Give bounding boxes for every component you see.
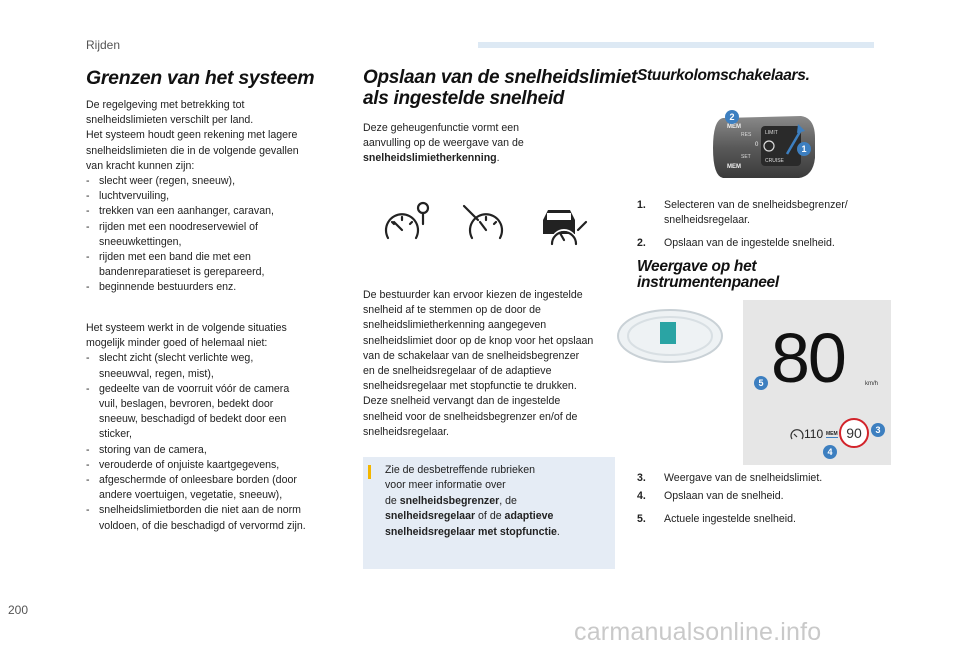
legend-item: 5. Actuele ingestelde snelheid. bbox=[637, 513, 796, 525]
text-line: aanvulling op de weergave van de bbox=[363, 137, 524, 150]
mem-label-bottom: MEM bbox=[727, 164, 741, 170]
col2-body bbox=[363, 288, 618, 440]
speed-limit-recognition-icon bbox=[790, 428, 804, 440]
text-line: Het systeem houdt geen rekening met lagere bbox=[86, 129, 298, 142]
badge-1: 1 bbox=[797, 142, 811, 156]
off-label: 0 bbox=[755, 142, 759, 148]
text-line: snelheid af te stemmen op de door de bbox=[363, 304, 541, 317]
legend-item: 3. Weergave van de snelheidslimiet. bbox=[637, 472, 823, 484]
text-line: van kracht kunnen zijn: bbox=[86, 159, 195, 172]
text-line: mogelijk minder goed of helemaal niet: bbox=[86, 337, 268, 350]
list-item: - gedeelte van de voorruit vóór de camera vuil, beslagen, bevroren, bedekt door sneeuw, beschadigd of bedekt door een sticker, bbox=[86, 382, 351, 443]
speed-limit-sign: 90 bbox=[839, 418, 869, 448]
lever-legend bbox=[637, 198, 887, 259]
limit-label: LIMIT bbox=[765, 130, 778, 136]
adaptive-cruise-control-icon bbox=[543, 210, 586, 244]
current-speed: 80 bbox=[771, 319, 845, 397]
col2-title-line: Opslaan van de snelheidslimiet bbox=[363, 67, 637, 88]
col2-intro bbox=[363, 121, 613, 167]
mem-label-top: MEM bbox=[727, 124, 741, 130]
text-line: van de schakelaar van de snelheidsbegrenzer bbox=[363, 349, 580, 362]
speed-gauge-graphic bbox=[615, 306, 725, 366]
instrument-panel-illustration bbox=[613, 300, 891, 465]
lever-illustration bbox=[705, 106, 831, 186]
speed-limiter-icon bbox=[464, 206, 502, 238]
text-line: De regelgeving met betrekking tot bbox=[86, 99, 245, 111]
badge-5: 5 bbox=[754, 376, 768, 390]
list-item: - slecht zicht (slecht verlichte weg, sneeuwval, regen, mist), bbox=[86, 351, 351, 381]
function-icons-row bbox=[380, 200, 610, 250]
note-text: Zie de desbetreffende rubrieken voor meer informatie over de snelheidsbegrenzer, de snelheidsregelaar of de adaptieve snelheidsregelaar met stopfunctie. bbox=[385, 464, 560, 538]
text-line: snelheidsregelaar. bbox=[363, 425, 449, 438]
res-label: RES bbox=[741, 132, 752, 138]
speed-limit-recognition-icon bbox=[386, 203, 428, 238]
badge-3: 3 bbox=[871, 423, 885, 437]
list-item: - luchtvervuiling, bbox=[86, 189, 351, 204]
list-item: - storing van de camera, bbox=[86, 443, 351, 458]
list-item: - snelheidslimietborden die niet aan de norm voldoen, of die beschadigd of vervormd zijn. bbox=[86, 503, 351, 533]
text-line: en de snelheidsregelaar of de adaptieve bbox=[363, 365, 552, 378]
text-line: Het systeem werkt in de volgende situaties bbox=[86, 322, 287, 334]
section-title: Rijden bbox=[86, 38, 121, 52]
note-marker bbox=[368, 465, 371, 479]
speed-unit: km/h bbox=[865, 381, 879, 387]
list-item: - afgeschermde of onleesbare borden (door andere voertuigen, vegetatie, sneeuw), bbox=[86, 473, 351, 503]
list-item: - beginnende bestuurders enz. bbox=[86, 280, 351, 295]
page-number: 200 bbox=[8, 603, 29, 617]
text-line: snelheidslimieten die in de volgende gevallen bbox=[86, 144, 299, 157]
list-item: - rijden met een band die met een bandenreparatieset is gerepareerd, bbox=[86, 250, 351, 280]
legend-item: 1. Selecteren van de snelheidsbegrenzer/ snelheidsregelaar. bbox=[637, 199, 848, 226]
text-line: Deze geheugenfunctie vormt een bbox=[363, 122, 520, 134]
col2-title-line: als ingestelde snelheid bbox=[363, 88, 565, 109]
panel-legend bbox=[637, 471, 887, 535]
legend-item: 4. Opslaan van de snelheid. bbox=[637, 490, 784, 502]
text-line: snelheidslimietherkenning aangegeven bbox=[363, 319, 547, 332]
col2-title bbox=[363, 67, 637, 109]
list-item: - verouderde of onjuiste kaartgegevens, bbox=[86, 458, 351, 473]
text-line: Deze snelheid vervangt dan de ingestelde bbox=[363, 395, 561, 408]
col3-subtitle bbox=[637, 259, 779, 291]
text-line: snelheidslimiet door op de knop voor het opslaan bbox=[363, 334, 594, 347]
mem-indicator: MEM bbox=[826, 431, 838, 437]
set-label: SET bbox=[741, 154, 751, 160]
text-line: snelheidslimietherkenning. bbox=[363, 152, 500, 165]
info-note bbox=[363, 457, 615, 569]
col3-subtitle-line: Weergave op het bbox=[637, 258, 757, 275]
legend-item: 2. Opslaan van de ingestelde snelheid. bbox=[637, 237, 835, 249]
badge-4: 4 bbox=[823, 445, 837, 459]
list-item: - trekken van een aanhanger, caravan, bbox=[86, 204, 351, 219]
list-item: - rijden met een noodreservewiel of sneeuwkettingen, bbox=[86, 220, 351, 250]
text-line: snelheidsregelaar met stopfunctie te drukken. bbox=[363, 380, 577, 393]
cruise-label: CRUISE bbox=[765, 158, 784, 164]
watermark: carmanualsonline.info bbox=[574, 618, 822, 646]
col3-subtitle-line: instrumentenpaneel bbox=[637, 274, 779, 291]
col1-body bbox=[86, 98, 351, 296]
list-item: - slecht weer (regen, sneeuw), bbox=[86, 174, 351, 189]
set-speed: 110 bbox=[804, 427, 824, 441]
col1-title: Grenzen van het systeem bbox=[86, 67, 315, 89]
col3-title: Stuurkolomschakelaars. bbox=[637, 67, 810, 84]
text-line: De bestuurder kan ervoor kiezen de ingestelde bbox=[363, 289, 583, 301]
col1-body-2 bbox=[86, 321, 351, 534]
text-line: snelheidslimieten verschilt per land. bbox=[86, 114, 254, 127]
text-line: snelheid voor de snelheidsbegrenzer en/of de bbox=[363, 410, 578, 423]
header-bar bbox=[478, 42, 874, 48]
badge-2: 2 bbox=[725, 110, 739, 124]
